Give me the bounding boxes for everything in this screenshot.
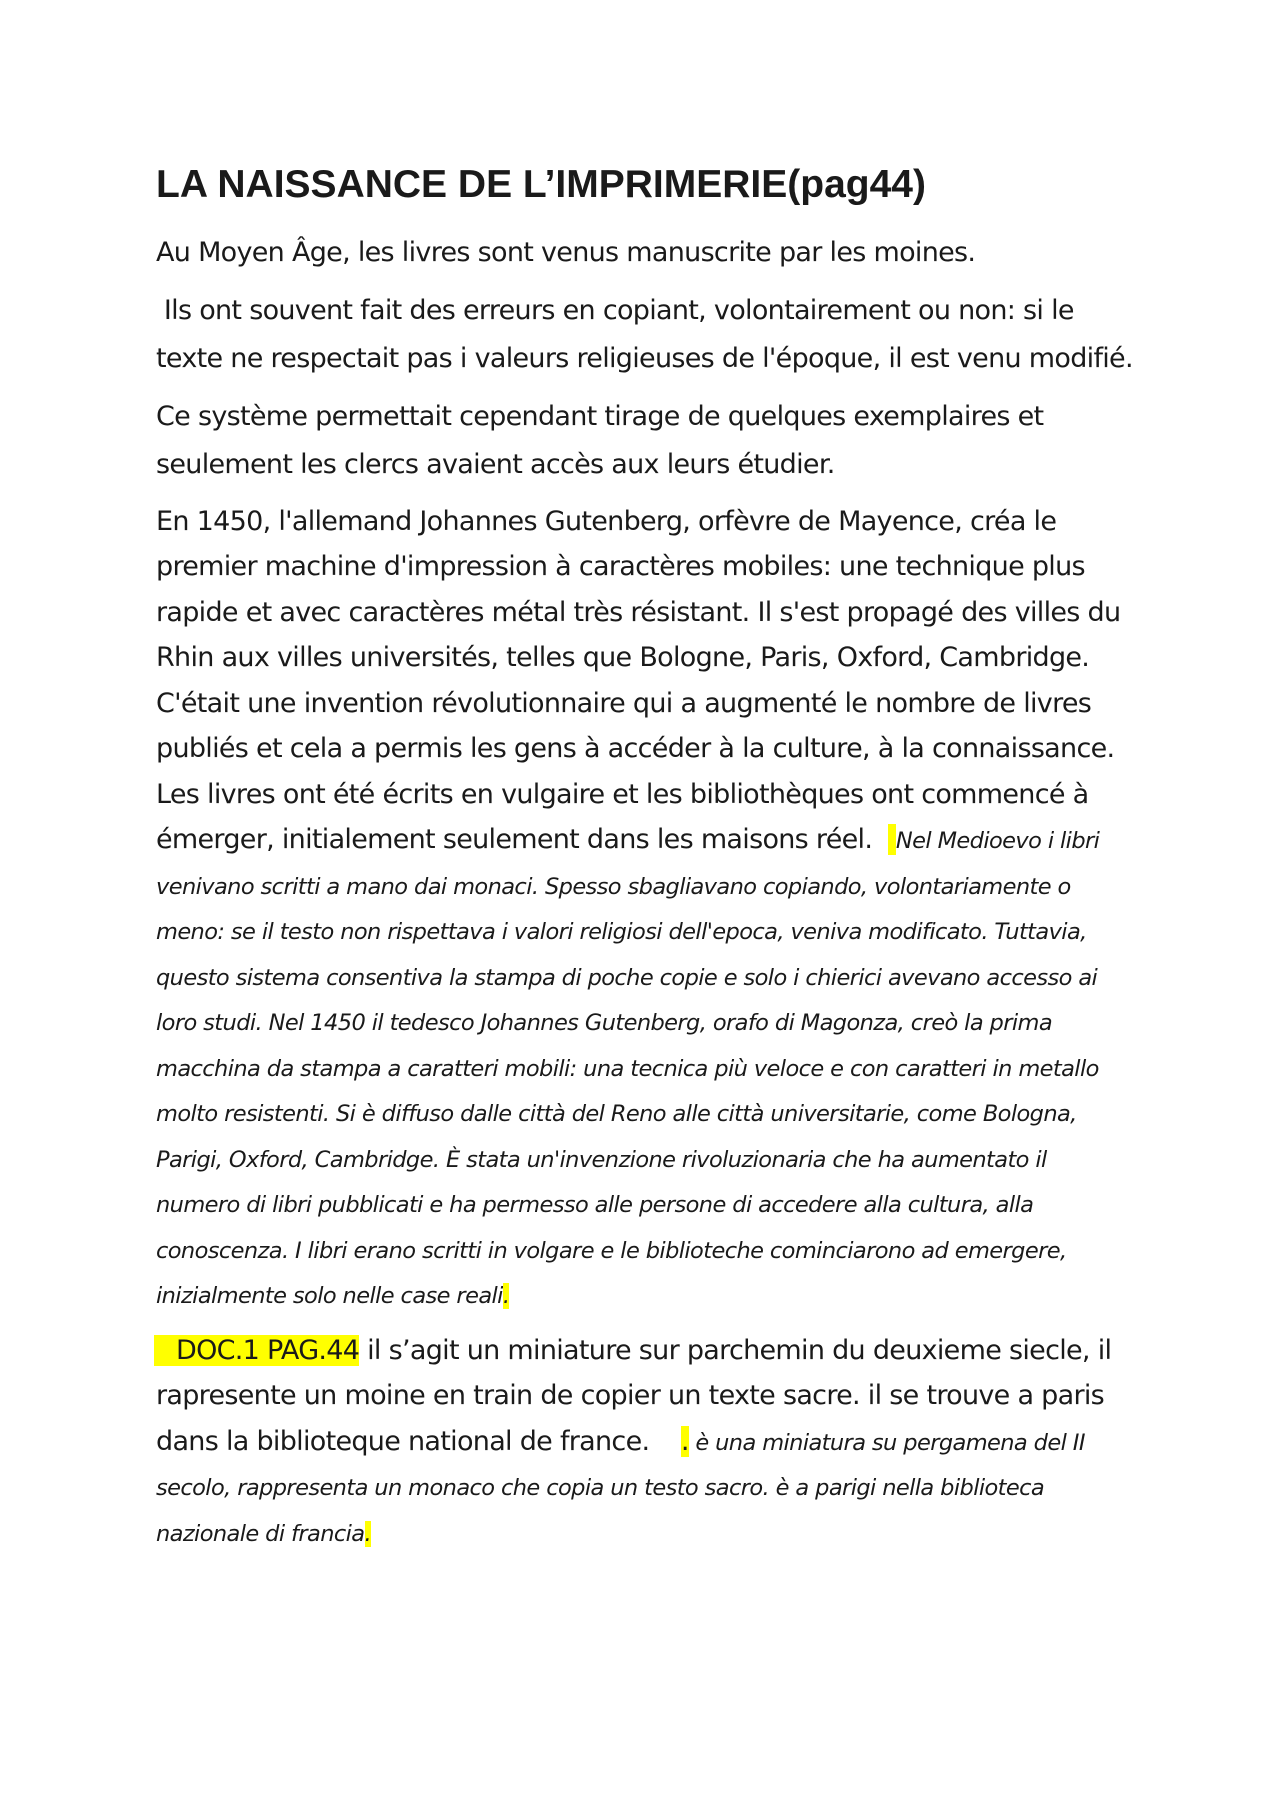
doc1-dot-highlight: .	[680, 1425, 689, 1457]
paragraph-erreurs: Ils ont souvent fait des erreurs en copiant, volontairement ou non: si le texte ne respectait pas i valeurs religieuses de l'époque, il est venu modifié.	[156, 294, 1133, 374]
doc1-italian-end-highlight: .	[364, 1520, 372, 1547]
paragraph-doc1	[156, 1328, 1136, 1556]
doc-reference-highlight: DOC.1 PAG.44	[154, 1335, 359, 1366]
paragraph-gutenberg	[156, 499, 1136, 1318]
italian-end-highlight: .	[502, 1283, 510, 1310]
doc1-french-text: il s’agit un miniature sur parchemin du deuxieme siecle, il rapresente un moine en train de copier un texte sacre. il se trouve a paris dans la biblioteque national de france.	[156, 1334, 1120, 1457]
gutenberg-italian-translation: Nel Medioevo i libri venivano scritti a mano dai monaci. Spesso sbagliavano copiando, volontariamente o meno: se il testo non rispettava i valori religiosi dell'epoca, veniva modificato. Tuttavia, questo sistema consentiva la stampa di poche copie e solo i chierici avevano accesso ai loro studi. Nel 1450 il tedesco Johannes Gutenberg, orafo di Magonza, creò la prima macchina da stampa a caratteri mobili: una tecnica più veloce e con caratteri in metallo molto resistenti. Si è diffuso dalle città del Reno alle città universitarie, come Bologna, Parigi, Oxford, Cambridge. È stata un'invenzione rivoluzionaria che ha aumentato il numero di libri pubblicati e ha permesso alle persone di accedere alla cultura, alla conoscenza. I libri erano scritti in volgare e le biblioteche cominciarono ad emergere, inizialmente solo nelle case reali	[156, 828, 1100, 1310]
paragraph-systeme: Ce système permettait cependant tirage de quelques exemplaires et seulement les clercs avaient accès aux leurs étudier.	[156, 400, 1044, 480]
doc1-italian-translation: è una miniatura su pergamena del II secolo, rappresenta un monaco che copia un testo sacro. è a parigi nella biblioteca nazionale di francia	[156, 1429, 1085, 1547]
highlight-mark	[888, 824, 896, 855]
document-page	[156, 150, 1136, 1565]
gutenberg-french-text: En 1450, l'allemand Johannes Gutenberg, orfèvre de Mayence, créa le premier machine d'impression à caractères mobiles: une technique plus rapide et avec caractères métal très résistant. Il s'est propagé des villes du Rhin aux villes universités, telles que Bologne, Paris, Oxford, Cambridge. C'était une invention révolutionnaire qui a augmenté le nombre de livres publiés et cela a permis les gens à accéder à la culture, à la connaissance. Les livres ont été écrits en vulgaire et les bibliothèques ont commencé à émerger, initialement seulement dans les maisons réel.	[156, 505, 1121, 856]
paragraph-moyen-age: Au Moyen Âge, les livres sont venus manuscrite par les moines.	[156, 236, 976, 268]
document-title: LA NAISSANCE DE L’IMPRIMERIE(pag44)	[156, 163, 926, 206]
